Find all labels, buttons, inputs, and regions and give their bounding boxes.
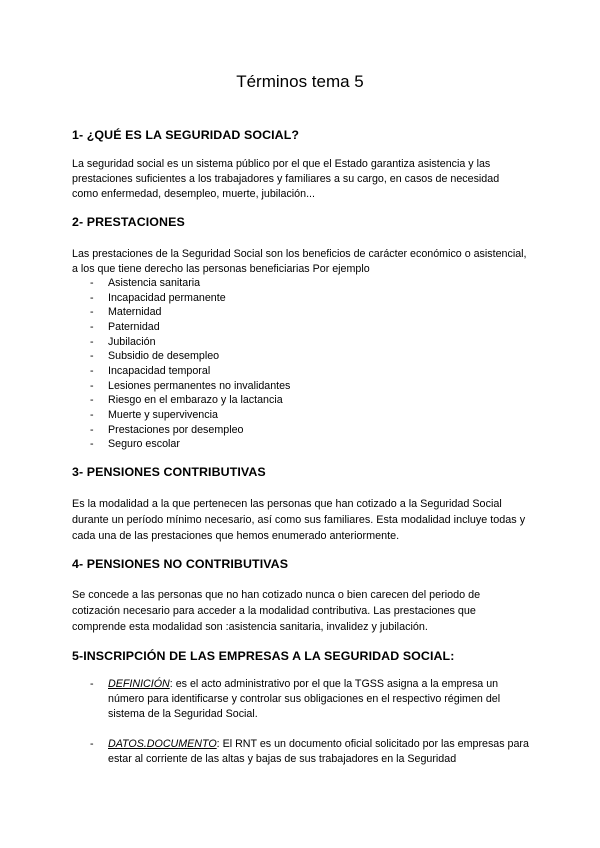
list-item: - Maternidad xyxy=(90,306,162,319)
list-item: - Muerte y supervivencia xyxy=(90,408,218,421)
list-item: - Lesiones permanentes no invalidantes xyxy=(90,379,291,392)
list-item: - Subsidio de desempleo xyxy=(90,350,220,363)
section-1-heading: 1- ¿QUÉ ES LA SEGURIDAD SOCIAL? xyxy=(72,128,300,142)
section-1-body: La seguridad social es un sistema público por el que el Estado garantiza asistencia y las prestaciones suficientes a los trabajadores y familiares a su cargo, en casos de necesidad como enfermedad, desempleo, muerte, jubilación... xyxy=(72,158,500,200)
document-text: : El RNT es un documento oficial solicitado por las empresas para estar al corriente de las altas y bajas de sus trabajadores en la Seguridad xyxy=(108,738,529,766)
page-title: Términos tema 5 xyxy=(236,72,364,91)
list-item: - Jubilación xyxy=(90,335,156,348)
section-2-heading: 2- PRESTACIONES xyxy=(72,215,185,229)
section-4-body: Se concede a las personas que no han cotizado nunca o bien carecen del periodo de cotización necesario para acceder a la modalidad contributiva. Las prestaciones que comprende esta modalidad son :asistencia sanitaria, invalidez y jubilación. xyxy=(72,589,481,634)
definition-label: DEFINICIÓN xyxy=(108,678,170,690)
document-label: DATOS.DOCUMENTO xyxy=(108,738,217,750)
list-item: - Asistencia sanitaria xyxy=(90,277,201,289)
definition-bullet: - DEFINICIÓN: es el acto administrativo por el que la TGSS asigna a la empresa un número para identificarse y controlar sus obligaciones en el respectivo régimen del sistema de la Seguridad Social. xyxy=(90,678,501,721)
list-item: - Incapacidad temporal xyxy=(90,364,211,377)
list-item: - Riesgo en el embarazo y la lactancia xyxy=(90,394,283,407)
list-item: - Paternidad xyxy=(90,320,160,333)
document-bullet: - DATOS.DOCUMENTO: El RNT es un documento oficial solicitado por las empresas para estar al corriente de las altas y bajas de sus trabajadores en la Seguridad xyxy=(90,738,529,766)
section-3-body: Es la modalidad a la que pertenecen las personas que han cotizado a la Seguridad Social durante un período mínimo necesario, así como sus familiares. Esta modalidad incluye todas y cada una de las prestaciones que hemos enumerado anteriormente. xyxy=(72,498,526,543)
section-5-heading: 5-INSCRIPCIÓN DE LAS EMPRESAS A LA SEGURIDAD SOCIAL: xyxy=(72,649,455,663)
list-item: - Incapacidad permanente xyxy=(90,291,226,304)
section-2-body: Las prestaciones de la Seguridad Social son los beneficios de carácter económico o asistencial, a los que tiene derecho las personas beneficiarias Por ejemplo xyxy=(72,248,527,275)
list-item: - Seguro escolar xyxy=(90,438,180,451)
benefits-list xyxy=(72,276,290,452)
definition-text: : es el acto administrativo por el que la TGSS asigna a la empresa un número para identificarse y controlar sus obligaciones en el respectivo régimen del sistema de la Seguridad Social. xyxy=(108,678,501,721)
list-item: - Prestaciones por desempleo xyxy=(90,423,244,436)
section-4-heading: 4- PENSIONES NO CONTRIBUTIVAS xyxy=(72,557,289,571)
section-3-heading: 3- PENSIONES CONTRIBUTIVAS xyxy=(72,465,266,479)
